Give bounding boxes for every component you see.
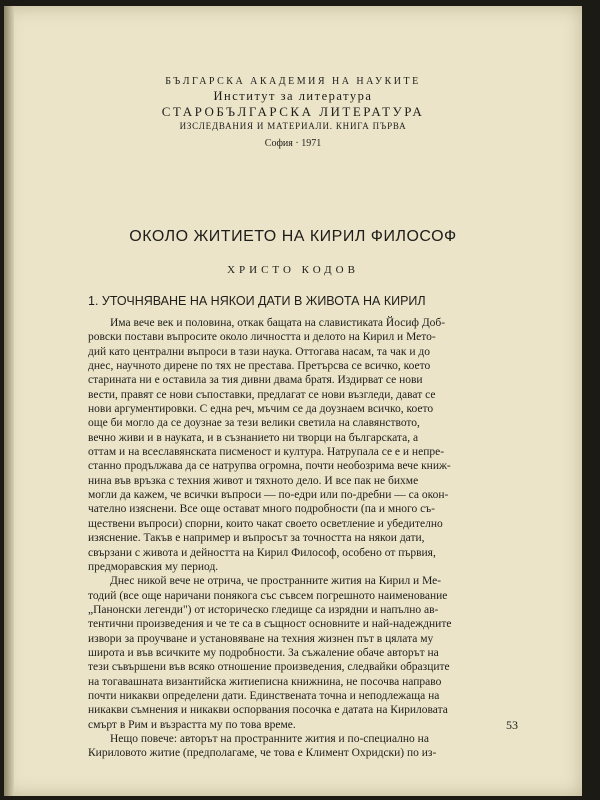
paragraph <box>88 330 528 344</box>
text-line: извори за проучване и установяване на техния жизнен път в цялата му <box>88 632 434 645</box>
paragraph <box>88 359 528 373</box>
text-line: вечно живи и в науката, и в съзнанието ни творци на българската, а <box>88 431 419 444</box>
paragraph <box>88 345 528 359</box>
text-line: ществени въпроси) спорни, които чакат своето осветление и убедително <box>88 517 443 530</box>
paragraph <box>88 431 528 445</box>
paragraph <box>88 546 528 560</box>
text-line: могли да кажем, че всички въпроси — по-едри или по-дребни — са окон- <box>88 489 449 502</box>
institute-name: Институт за литература <box>213 89 373 103</box>
paragraph <box>88 474 528 488</box>
text-line: Днес никой вече не отрича, че пространните жития на Кирил и Ме- <box>110 575 442 588</box>
text-line: смърт в Рим и възрастта му по това време. <box>88 718 296 731</box>
paragraph <box>88 402 528 416</box>
paragraph <box>88 632 528 646</box>
text-line: нови аргументировки. С една реч, мъчим се да доузнаем всичко, което <box>88 403 434 416</box>
paragraph <box>88 603 528 617</box>
text-line: още би могло да се доузнае за тези велики светила на славянството, <box>88 417 420 430</box>
text-line: почти никакви определени дати. Единствената точна и неподлежаща на <box>88 689 440 702</box>
paragraph <box>88 617 528 631</box>
paragraph <box>88 373 528 387</box>
text-line: тодий (все още наричани понякога със съвсем погрешното наименование <box>88 589 448 602</box>
text-line: изяснение. Такъв е например и въпросът за точността на някои дати, <box>88 532 425 545</box>
paragraph <box>88 574 528 588</box>
publication-header <box>4 74 582 151</box>
paragraph <box>88 560 528 574</box>
paragraph <box>88 732 528 746</box>
paragraph <box>88 660 528 674</box>
place-year: София · 1971 <box>264 138 322 149</box>
text-line: старината ни е оставила за тия дивни двама братя. Издирват се нови <box>88 374 423 387</box>
series-title: СТАРОБЪЛГАРСКА ЛИТЕРАТУРА <box>161 104 425 119</box>
text-line: тентични произведения и че те са в същност основните и най-надеждните <box>88 618 452 631</box>
text-line: чателно изяснени. Все още остават много подробности (па и много съ- <box>88 503 435 516</box>
article-title: ОКОЛО ЖИТИЕТО НА КИРИЛ ФИЛОСОФ <box>129 228 457 245</box>
page-number: 53 <box>506 718 518 732</box>
text-line: на тогавашната византийска житиеписна книжнина, не посочва направо <box>88 675 442 688</box>
text-line: тези съвършени във всяко отношение произведения, следвайки образците <box>88 661 450 674</box>
text-line: „Панонски легенди") от историческо гледище са изрядни и напълно ав- <box>88 603 439 616</box>
paragraph <box>88 589 528 603</box>
section-heading: 1. УТОЧНЯВАНЕ НА НЯКОИ ДАТИ В ЖИВОТА НА КИРИЛ <box>88 294 426 308</box>
text-line: нина във връзка с техния живот и тяхното дело. И все пак не бихме <box>88 474 419 487</box>
text-line: Има вече век и половина, откак бащата на славистиката Йосиф Доб- <box>110 317 446 329</box>
paragraph <box>88 459 528 473</box>
paragraph <box>88 689 528 703</box>
paragraph <box>88 703 528 717</box>
text-line: днес, научното дирене по тях не престава. Претърсва се всичко, което <box>88 360 431 373</box>
paragraph <box>88 531 528 545</box>
paragraph <box>88 388 528 402</box>
text-line: дий като централни въпроси в тази наука. Оттогава насам, та чак и до <box>88 345 431 358</box>
text-line: оттам и на всеславянската писменост и култура. Натрупала се е и непре- <box>88 446 445 459</box>
paragraph <box>88 718 528 732</box>
text-line: Нещо повече: авторът на пространните жития и по-специално на <box>110 732 429 745</box>
paragraph <box>88 502 528 516</box>
article-author: ХРИСТО КОДОВ <box>227 264 359 276</box>
series-subtitle: ИЗСЛЕДВАНИЯ И МАТЕРИАЛИ. КНИГА ПЪРВА <box>179 121 407 131</box>
paragraph <box>88 416 528 430</box>
text-line: вести, правят се нови съпоставки, предлагат се нови възгледи, дават се <box>88 388 436 401</box>
text-line: свързани с живота и дейността на Кирил Философ, особено от първия, <box>88 546 436 559</box>
paragraph <box>88 517 528 531</box>
paragraph <box>88 488 528 502</box>
text-line: широта и във всичките му подробности. За съжаление обаче авторът на <box>88 646 439 659</box>
paragraph <box>88 675 528 689</box>
text-line: Кириловото житие (предполагаме, че това е Климент Охридски) по из- <box>88 747 437 760</box>
academy-name: БЪЛГАРСКА АКАДЕМИЯ НА НАУКИТЕ <box>165 76 421 87</box>
text-line: никакви съмнения и никакви оспорвания посочка е датата на Кириловата <box>88 704 448 717</box>
text-line: ровски постави въпросите около личността и делото на Кирил и Мето- <box>88 331 436 344</box>
paragraph <box>88 316 528 330</box>
paragraph <box>88 445 528 459</box>
text-line: станно продължава да се натрупва огромна, почти необозрима вече книж- <box>88 460 451 473</box>
paragraph <box>88 746 528 760</box>
text-line: предморавския му период. <box>88 560 219 573</box>
paragraph <box>88 646 528 660</box>
article-body <box>88 316 528 761</box>
book-page <box>4 6 582 796</box>
